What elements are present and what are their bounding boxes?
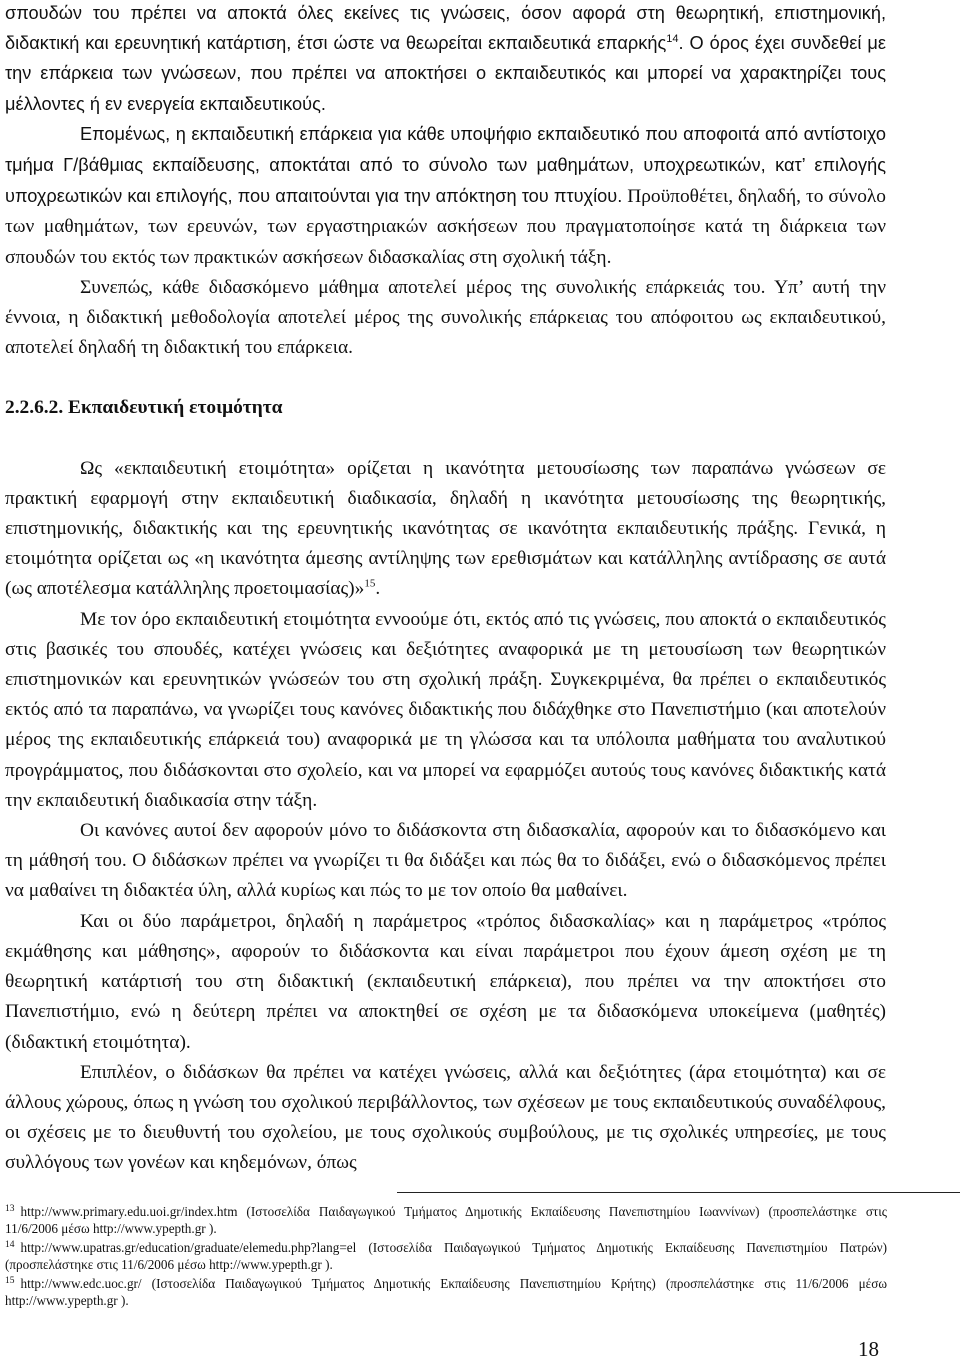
footnote-13 — [5, 1203, 887, 1237]
paragraph-1 — [5, 0, 886, 119]
footnotes — [5, 1203, 887, 1311]
paragraph-7: Και οι δύο παράμετροι, δηλαδή η παράμετρος «τρόπος διδασκαλίας» και η παράμετρος «τρόπος εκμάθησης και μάθησης», αφορούν το διδάσκοντα και είναι παράμετροι που έχουν άμεση σχέση με τη θεωρητική κατάρτισή του στη διδακτική (εκπαιδευτική επάρκεια), που πρέπει να την αποκτήσει στο Πανεπιστήμιο, ενώ η δεύτερη πρέπει να αποκτηθεί σε σχέση με τα διδασκόμενα υποκείμενα (μαθητές) (διδακτική ετοιμότητα). — [5, 910, 886, 1053]
paragraph-3: Συνεπώς, κάθε διδασκόμενο μάθημα αποτελεί μέρος της συνολικής επάρκειάς του. Υπ’ αυτή την έννοια, η διδακτική μεθοδολογία αποτελεί μέρος της συνολικής επάρκειας του απόφοιτου ως εκπαιδευτικού, αποτελεί δηλαδή τη διδακτική του επάρκεια. — [5, 276, 886, 359]
footnote-ref-15: 15 — [364, 577, 376, 590]
body-text — [5, 0, 886, 1179]
footnote-14 — [5, 1239, 887, 1273]
footnote-15 — [5, 1275, 887, 1309]
paragraph-2-text: Επομένως, η εκπαιδευτική επάρκεια για κάθε υποψήφιο εκπαιδευτικό που αποφοιτά από αντίστοιχο τμήμα Γ/βάθμιας εκπαίδευσης, αποκτάται από το σύνολο των μαθημάτων, υποχρεωτικών, κατ’ επιλογής υποχρεωτικών και επιλογής, που απαιτούνται για την απόκτηση του πτυχίου. — [5, 123, 886, 207]
footnote-number: 14 — [5, 1239, 15, 1250]
paragraph-4 — [5, 454, 886, 605]
paragraph-4-tail: . — [375, 578, 381, 600]
paragraph-5: Με τον όρο εκπαιδευτική ετοιμότητα εννοούμε ότι, εκτός από τις γνώσεις, που αποκτά ο εκπαιδευτικός στις βασικές του σπουδές, κατέχει γνώσεις και δεξιότητες αναφορικά με τη μετουσίωση των θεωρητικών επιστημονικών και ερευνητικών γνώσεών του στη σχολική πράξη. Συγκεκριμένα, θα πρέπει ο εκπαιδευτικός εκτός από τα παραπάνω, να γνωρίζει τους κανόνες διδακτικής που διδάχθηκε στο Πανεπιστήμιο (και αποτελούν μέρος της εκπαιδευτικής επάρκειά του) αναφορικά με τη γλώσσα και τα υπόλοιπα μαθήματα του αναλυτικού προγράμματος, που διδάσκονται στο σχολείο, και να μπορεί να εφαρμόζει αυτούς τους κανόνες διδακτικής κατά την εκπαιδευτική διαδικασία στην τάξη. — [5, 608, 886, 811]
footnote-text: http://www.upatras.gr/education/graduate/elemedu.php?lang=el (Ιστοσελίδα Παιδαγωγικού Τμήματος Δημοτικής Εκπαίδευσης Πανεπιστημίου Πατρών) (προσπελάστηκε στις 11/6/2006 μέσω http://www.ypepth.gr ). — [5, 1240, 887, 1272]
footnote-text: http://www.primary.edu.uoi.gr/index.htm (Ιστοσελίδα Παιδαγωγικού Τμήματος Δημοτικής Εκπαίδευσης Πανεπιστημίου Ιωαννίνων) (προσπελάστηκε στις 11/6/2006 μέσω http://www.ypepth.gr ). — [5, 1204, 887, 1236]
paragraph-4-text: Ως «εκπαιδευτική ετοιμότητα» ορίζεται η ικανότητα μετουσίωσης των παραπάνω γνώσεων σε πρακτική εφαρμογή στην εκπαιδευτική διαδικασία, δηλαδή η ικανότητα μετουσίωσης της θεωρητικής, επιστημονικής, διδακτικής και της ερευνητικής ικανότητας σε ικανότητα εκπαιδευτικής πράξης. Γενικά, η ετοιμότητα ορίζεται ως «η ικανότητα άμεσης αντίληψης των ερεθισμάτων και κατάλληλης αντίδρασης σε αυτά (ως αποτέλεσμα κατάλληλης προετοιμασίας)» — [5, 457, 886, 600]
section-heading: 2.2.6.2. Εκπαιδευτική ετοιμότητα — [5, 397, 283, 419]
footnote-number: 15 — [5, 1275, 15, 1286]
paragraph-6: Οι κανόνες αυτοί δεν αφορούν μόνο το διδάσκοντα στη διδασκαλία, αφορούν και το διδασκόμενο και τη μάθησή του. Ο διδάσκων πρέπει να γνωρίζει τι θα διδάξει και πώς θα το διδάξει, ενώ ο διδασκόμενος πρέπει να μαθαίνει τη διδακτέα ύλη, αλλά κυρίως και πώς το με τον οποίο θα μαθαίνει. — [5, 820, 886, 902]
paragraph-8: Επιπλέον, ο διδάσκων θα πρέπει να κατέχει γνώσεις, αλλά και δεξιότητες (άρα ετοιμότητα) και σε άλλους χώρους, όπως η γνώση του σχολικού περιβάλλοντος, των σχέσεων με τους εκπαιδευτικούς συναδέλφους, οι σχέσεις με το διευθυντή του σχολείου, με τους σχολικούς συμβούλους, με τις σχολικές υπηρεσίες, με τους συλλόγους των γονέων και κηδεμόνων, όπως — [5, 1061, 886, 1174]
footnote-text: http://www.edc.uoc.gr/ (Ιστοσελίδα Παιδαγωγικού Τμήματος Δημοτικής Εκπαίδευσης Πανεπιστημίου Κρήτης) (προσπελάστηκε στις 11/6/2006 μέσω http://www.ypepth.gr ). — [5, 1276, 887, 1308]
footnote-divider — [397, 1192, 960, 1193]
paragraph-1-tail: . Ο όρος έχει συνδεθεί με την επάρκεια των γνώσεων, που πρέπει να αποκτήσει ο εκπαιδευτικός και μπορεί να χαρακτηρίζει τους μέλλοντες ή εν ενεργεία εκπαιδευτικούς. — [5, 33, 886, 114]
footnote-number: 13 — [5, 1203, 15, 1214]
paragraph-2 — [5, 119, 886, 273]
page-number: 18 — [858, 1337, 879, 1361]
paragraph-2-tail: Προϋποθέτει, δηλαδή, το σύνολο των μαθημάτων, των ερευνών, των εργαστηριακών ασκήσεων που πραγματοποίησε κατά τη διάρκεια των σπουδών του εκτός των πρακτικών ασκήσεων διδασκαλίας στη σχολική τάξη. — [5, 186, 886, 268]
footnote-ref-14: 14 — [666, 33, 679, 46]
paragraph-1-text: σπουδών του πρέπει να αποκτά όλες εκείνες τις γνώσεις, όσον αφορά στη θεωρητική, επιστημονική, διδακτική και ερευνητική κατάρτιση, έτσι ώστε να θεωρείται εκπαιδευτικά επαρκής — [5, 3, 886, 54]
